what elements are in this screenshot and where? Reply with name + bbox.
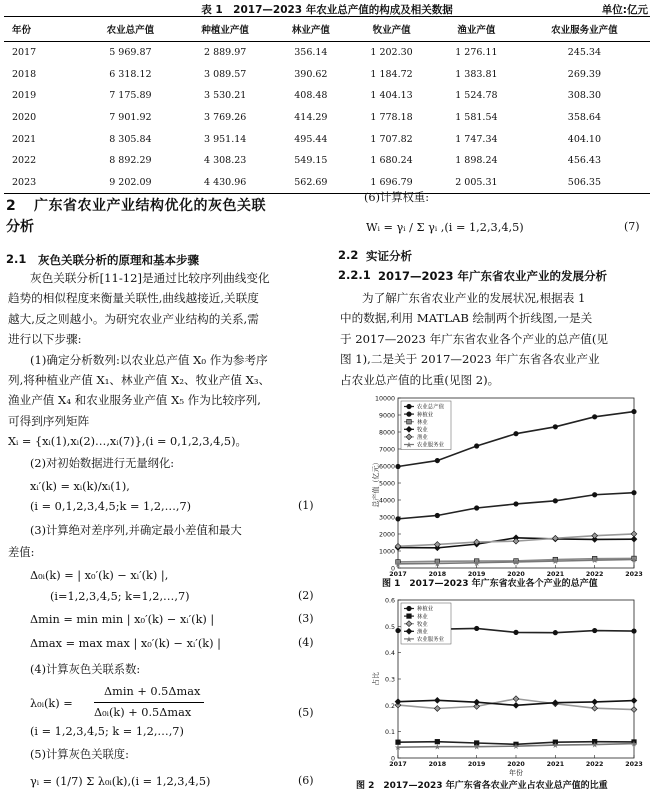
table-unit: 单位:亿元 [601,4,648,16]
equation-6: γᵢ = (1/7) Σ λ₀ᵢ(k),(i = 1,2,3,4,5) [30,775,211,788]
subsubsection-title: 2017—2023 年广东省农业产业的发展分析 [378,269,608,283]
legend-label: 林业 [417,419,428,426]
text-line: 渔业产值 X₄ 和农业服务业产值 X₅ 作为比较序列, [8,393,261,408]
text-line: 可得到序列矩阵 [8,413,90,428]
table-cell: 1 581.54 [455,112,498,124]
equation-3: Δmin = min min | x₀′(k) − xᵢ′(k) | [30,613,215,626]
table-cell: 356.14 [294,47,328,59]
text-line: 进行以下步骤: [8,332,82,347]
table-cell: 245.34 [567,47,602,59]
equation-2a: Δ₀ᵢ(k) = | x₀′(k) − xᵢ′(k) |, [30,569,169,582]
table-cell: 2021 [12,133,37,145]
table-cell: 506.35 [519,172,650,194]
y-tick-label: 0.1 [384,729,395,737]
text-line: (1)确定分析数列:以农业总产值 X₀ 作为参考序 [30,352,268,367]
x-tick-label: 2019 [467,761,486,768]
table-cell: 6 318.12 [109,68,152,80]
y-tick-label: 5000 [378,480,395,488]
data-point [632,629,637,634]
legend-label: 种植业 [417,412,434,419]
data-point [553,499,558,504]
text-line: 中的数据,利用 MATLAB 绘制两个折线图,一是关 [340,311,593,326]
table-cell: 4 430.96 [178,172,273,194]
equation-number: (4) [298,636,314,649]
y-tick-label: 3000 [378,514,395,522]
text-line: 为了解广东省农业产业的发展状况,根据表 1 [362,291,586,305]
table-cell: 2017 [12,47,37,59]
y-tick-label: 8000 [378,429,395,437]
table-cell: 3 769.26 [204,112,247,124]
x-tick-label: 2020 [507,571,525,578]
table-header-cell: 年份 [4,17,83,42]
x-tick-label: 2022 [585,571,604,578]
y-tick-label: 0 [390,755,395,763]
data-point [407,606,412,611]
table-header-cell: 林业产值 [273,17,350,42]
table-cell: 1 747.34 [455,133,498,145]
y-tick-label: 0.4 [384,650,395,658]
table-cell: 1 707.82 [370,133,413,145]
data-point [407,412,412,417]
x-tick-label: 2021 [546,761,565,768]
table-cell: 2020 [12,112,37,124]
x-tick-label: 2019 [467,571,486,578]
y-tick-label: 1000 [378,548,395,556]
table-cell: 1 680.24 [370,155,413,167]
y-tick-label: 0.2 [384,702,395,710]
equation-4: Δmax = max max | x₀′(k) − xᵢ′(k) | [30,637,221,650]
data-point [553,630,558,635]
x-tick-label: 2023 [625,571,643,578]
subsection-title: 实证分析 [366,249,412,263]
table-header-cell: 种植业产值 [178,17,273,42]
x-tick-label: 2017 [389,761,407,768]
table-cell: 414.29 [294,112,328,124]
table-caption: 表 1 2017—2023 年农业总产值的构成及相关数据 [201,4,453,16]
table-cell: 408.48 [294,90,328,102]
y-axis-label: 占比 [372,672,380,686]
equation-number: (1) [298,499,314,512]
y-tick-label: 0.6 [384,597,395,605]
table-cell: 8 305.84 [109,133,152,145]
x-tick-label: 2021 [546,571,565,578]
legend-label: 农业总产值 [417,404,444,411]
y-tick-label: 4000 [378,497,395,505]
equation-number: (2) [298,589,314,602]
text-line: 越大,反之则越小。为研究农业产业结构的关系,需 [8,311,259,326]
data-point [407,404,412,409]
table-row [4,150,650,172]
data-point: ★ [394,559,402,569]
y-tick-label: 0 [390,565,395,573]
step-3-cont: 差值: [8,546,35,559]
table-cell: 1 184.72 [370,68,413,80]
table-cell: 1 202.30 [370,47,413,59]
text-line: 趋势的相似程度来衡量关联性,曲线越接近,关联度 [8,291,259,306]
data-point [553,425,558,430]
table-cell: 9 202.09 [83,172,178,194]
figure-1-chart [370,392,643,592]
equation-5-denominator: Δ₀ᵢ(k) + 0.5Δmax [94,706,192,719]
data-point: ★ [405,634,413,644]
figure-2-caption: 图 2 2017—2023 年广东省各农业产业占农业总产值的比重 [356,781,608,791]
paragraph-intro [8,268,322,431]
equation-1b: (i = 0,1,2,3,4,5;k = 1,2,…,7) [30,500,192,513]
data-point [474,626,479,631]
x-tick-label: 2020 [507,761,525,768]
table-row [4,64,650,86]
table-cell: 2 005.31 [434,172,519,194]
x-axis-label: 年份 [509,769,523,777]
table-cell: 2022 [12,155,37,167]
legend-label: 林业 [417,614,428,621]
data-point: ★ [394,743,402,753]
table-cell: 269.39 [567,68,602,80]
subsection-number: 2.2 [338,248,359,262]
y-tick-label: 7000 [378,446,395,454]
table-body [4,42,650,194]
table-cell: 3 530.21 [204,90,247,102]
subsection-number: 2.1 [6,252,27,266]
table-cell: 2 889.97 [204,47,247,59]
table-header-cell: 农业总产值 [83,17,178,42]
figure-1-caption: 图 1 2017—2023 年广东省农业各个产业的总产值 [382,579,598,589]
paragraph-analysis [340,288,650,390]
table-header-cell: 牧业产值 [349,17,434,42]
y-tick-label: 6000 [378,463,395,471]
data-point: ★ [551,557,559,567]
table-cell: 1 276.11 [455,47,498,59]
table-cell: 1 778.18 [370,112,413,124]
text-line: 图 1),二是关于 2017—2023 年广东省各农业产业 [340,352,600,367]
table-row [4,128,650,150]
equation-2b: (i=1,2,3,4,5; k=1,2,…,7) [50,590,190,603]
data-point [407,419,412,424]
data-point: ★ [630,555,638,565]
y-tick-label: 2000 [378,531,395,539]
table-cell: 5 969.87 [109,47,152,59]
text-line: 占农业总产值的比重(见图 2)。 [340,372,500,387]
x-tick-label: 2017 [389,571,407,578]
data-point [592,492,597,497]
table-cell: 3 951.14 [204,133,247,145]
text-line: 列,将种植业产值 X₁、林业产值 X₂、牧业产值 X₃、 [8,373,271,388]
data-point: ★ [433,742,441,752]
data-point [474,444,479,449]
x-tick-label: 2018 [428,761,447,768]
table-cell: 1 898.24 [455,155,498,167]
legend-label: 种植业 [417,606,434,613]
equation-5-numerator: Δmin + 0.5Δmax [104,685,201,698]
table-row [4,42,650,64]
legend-label: 牧业 [417,427,428,434]
text-line: 灰色关联分析[11-12]是通过比较序列曲线变化 [30,271,270,285]
table-cell: 404.10 [567,133,602,145]
equation-1a: xᵢ′(k) = xᵢ(k)/xᵢ(1), [30,480,130,493]
legend-label: 牧业 [417,621,428,628]
step-4: (4)计算灰色关联系数: [30,663,141,676]
equation-number: (5) [298,706,314,719]
subsubsection-number: 2.2.1 [338,268,371,282]
y-axis-label: 总产值（亿元） [372,458,380,508]
subsection-title: 灰色关联分析的原理和基本步骤 [38,253,199,267]
y-tick-label: 10000 [374,395,395,403]
table-cell: 358.64 [567,112,602,124]
legend-label: 农业服务业 [417,637,444,644]
y-tick-label: 9000 [378,412,395,420]
equation-7: Wᵢ = γᵢ / Σ γᵢ ,(i = 1,2,3,4,5) [366,221,524,234]
equation-number: (7) [624,220,640,233]
data-point [407,614,412,619]
data-point: ★ [433,559,441,569]
table-row [4,172,650,194]
x-tick-label: 2022 [585,761,604,768]
table-cell: 1 696.79 [349,172,434,194]
legend-label: 农业服务业 [417,442,444,449]
table-cell: 549.15 [294,155,328,167]
table-cell: 390.62 [294,68,328,80]
data-point: ★ [473,558,481,568]
table-cell: 3 089.57 [204,68,247,80]
data-point: ★ [512,742,520,752]
data-point [396,517,401,522]
data-point [514,431,519,436]
step-6: (6)计算权重: [364,191,429,204]
text-line: 于 2017—2023 年广东省农业各个产业的总产值(见 [340,331,608,346]
y-tick-label: 0.3 [384,676,395,684]
data-point: ★ [405,440,413,450]
table-cell: 7 175.89 [109,90,152,102]
table-header-cell: 渔业产值 [434,17,519,42]
equation-matrix: Xᵢ = {xᵢ(1),xᵢ(2)…,xᵢ(7)},(i = 0,1,2,3,4,5)。 [8,435,247,448]
data-table [4,16,650,194]
step-2: (2)对初始数据进行无量纲化: [30,457,175,470]
equation-number: (3) [298,612,314,625]
table-row [4,107,650,129]
table-cell: 495.44 [294,133,328,145]
data-point [514,630,519,635]
table-header-row [4,17,650,42]
figure-2-chart [370,592,643,780]
table-cell: 562.69 [273,172,350,194]
data-point [632,490,637,495]
data-point: ★ [551,741,559,751]
y-tick-label: 0.5 [384,623,395,631]
data-point: ★ [591,740,599,750]
table-cell: 308.30 [567,90,602,102]
data-point [396,628,401,633]
equation-5-lhs: λ₀ᵢ(k) = [30,697,73,710]
data-point: ★ [473,742,481,752]
table-cell: 2023 [4,172,83,194]
x-tick-label: 2023 [625,761,643,768]
table-cell: 1 524.78 [455,90,498,102]
table-cell: 1 404.13 [370,90,413,102]
data-point: ★ [591,556,599,566]
table-cell: 4 308.23 [204,155,247,167]
legend-label: 渔业 [417,629,428,636]
equation-5b: (i = 1,2,3,4,5; k = 1,2,…,7) [30,725,184,738]
table-cell: 456.43 [567,155,602,167]
x-tick-label: 2018 [428,571,447,578]
section-title: 广东省农业产业结构优化的灰色关联 [34,198,266,214]
data-point [396,464,401,469]
data-point [592,628,597,633]
step-5: (5)计算灰色关联度: [30,748,129,761]
data-point [632,409,637,414]
table-cell: 2018 [12,68,37,80]
legend-label: 渔业 [417,435,428,442]
data-point [435,513,440,518]
data-point: ★ [630,739,638,749]
table-cell: 1 383.81 [455,68,498,80]
data-point [592,415,597,420]
section-title-cont: 分析 [6,219,34,235]
data-point [514,502,519,507]
step-3: (3)计算绝对差序列,并确定最小差值和最大 [30,524,242,537]
table-header-cell: 农业服务业产值 [519,17,650,42]
table-row [4,85,650,107]
table-cell: 7 901.92 [109,112,152,124]
table-cell: 8 892.29 [109,155,152,167]
equation-number: (6) [298,774,314,787]
section-number: 2 [6,198,16,214]
data-point [474,506,479,511]
data-point [435,458,440,463]
data-point: ★ [512,557,520,567]
table-cell: 2019 [12,90,37,102]
